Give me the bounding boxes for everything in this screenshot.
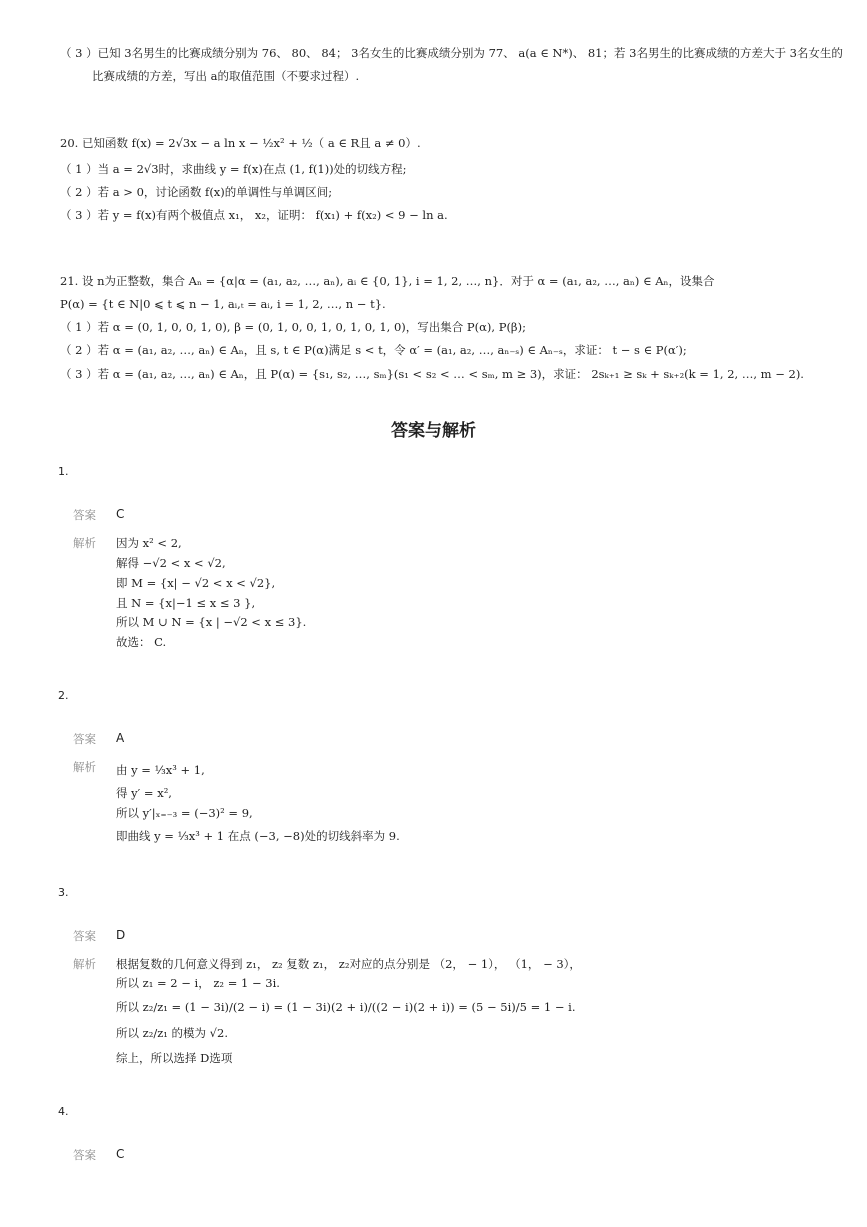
solution-line: 解得 −√2 < x < √2, [116,556,226,570]
solution-line: 所以 z₁ = 2 − i， z₂ = 1 − 3i. [116,976,280,990]
answer-label: 答案 [73,929,96,943]
q21-part1: （ 1 ）若 α = (0, 1, 0, 0, 1, 0), β = (0, 1, 0, 0, 1, 0, 1, 0, 1, 0)，写出集合 P(α), P(β); [60,320,526,334]
q20-stem: 20. 已知函数 f(x) = 2√3x − a ln x − ½x² + ½（ a ∈ R且 a ≠ 0）. [60,136,421,150]
q21-stem-line2: P(α) = {t ∈ N|0 ⩽ t ⩽ n − 1, aᵢ,ₜ = aᵢ, i = 1, 2, …, n − t}. [60,297,386,311]
solution-line: 所以 z₂/z₁ 的模为 √2. [116,1026,228,1040]
q21-stem-line1: 21. 设 n为正整数，集合 Aₙ = {α|α = (a₁, a₂, …, aₙ), aᵢ ∈ {0, 1}, i = 1, 2, …, n}．对于 α = (a₁, a₂, …, aₙ) ∈ Aₙ，设集合 [60,274,715,288]
answer-choice: D [116,928,126,942]
solution-line: 即曲线 y = ⅓x³ + 1 在点 (−3, −8)处的切线斜率为 9. [116,829,400,843]
answer-label: 答案 [73,1148,96,1162]
solution-line: 得 y′ = x², [116,786,172,800]
answer-label: 答案 [73,732,96,746]
analysis-label: 解析 [73,760,96,774]
q21-part3: （ 3 ）若 α = (a₁, a₂, …, aₙ) ∈ Aₙ，且 P(α) = {s₁, s₂, …, sₘ}(s₁ < s₂ < … < sₘ, m ≥ 3)，求证： 2sₖ₊₁ ≥ sₖ + sₖ₊₂(k = 1, 2, …, m − 2). [60,367,804,381]
solution-line: 所以 z₂/z₁ = (1 − 3i)/(2 − i) = (1 − 3i)(2 + i)/((2 − i)(2 + i)) = (5 − 5i)/5 = 1 − i. [116,1000,576,1014]
solution-line: 由 y = ⅓x³ + 1, [116,763,205,777]
solution-line: 所以 M ∪ N = {x | −√2 < x ≤ 3}. [116,615,307,629]
solution-line: 即 M = {x| − √2 < x < √2}, [116,576,276,590]
solution-line: 综上，所以选择 D选项 [116,1051,233,1065]
answer-number: 3. [58,886,69,899]
answer-number: 1. [58,465,69,478]
answer-number: 4. [58,1105,69,1118]
solution-line: 因为 x² < 2, [116,536,182,550]
q20-part1: （ 1 ）当 a = 2√3时，求曲线 y = f(x)在点 (1, f(1))处的切线方程; [60,162,407,176]
q21-part2: （ 2 ）若 α = (a₁, a₂, …, aₙ) ∈ Aₙ，且 s, t ∈ P(α)满足 s < t，令 α′ = (a₁, a₂, …, aₙ₋ₛ) ∈ Aₙ₋ₛ，求证： t − s ∈ P(α′); [60,343,687,357]
q20-part2: （ 2 ）若 a > 0，讨论函数 f(x)的单调性与单调区间; [60,185,333,199]
answer-choice: C [116,507,125,521]
answer-choice: C [116,1147,125,1161]
answer-number: 2. [58,689,69,702]
solution-line: 所以 y′|ₓ₌₋₃ = (−3)² = 9, [116,806,253,820]
answer-label: 答案 [73,508,96,522]
solution-line: 故选： C. [116,635,167,649]
solution-line: 根据复数的几何意义得到 z₁， z₂ 复数 z₁， z₂对应的点分别是 （2， − 1）， （1， − 3）， [116,957,581,971]
analysis-label: 解析 [73,536,96,550]
solution-line: 且 N = {x|−1 ≤ x ≤ 3 }, [116,596,256,610]
q19-part3-line2: 比赛成绩的方差，写出 a的取值范围（不要求过程）. [92,69,360,83]
answer-choice: A [116,731,125,745]
section-title: 答案与解析 [391,421,476,441]
q19-part3-line1: （ 3 ）已知 3名男生的比赛成绩分别为 76、 80、 84； 3名女生的比赛成绩分别为 77、 a(a ∈ N*)、 81；若 3名男生的比赛成绩的方差大于 3名女生的 [60,46,843,60]
analysis-label: 解析 [73,957,96,971]
q20-part3: （ 3 ）若 y = f(x)有两个极值点 x₁， x₂，证明： f(x₁) + f(x₂) < 9 − ln a. [60,208,448,222]
